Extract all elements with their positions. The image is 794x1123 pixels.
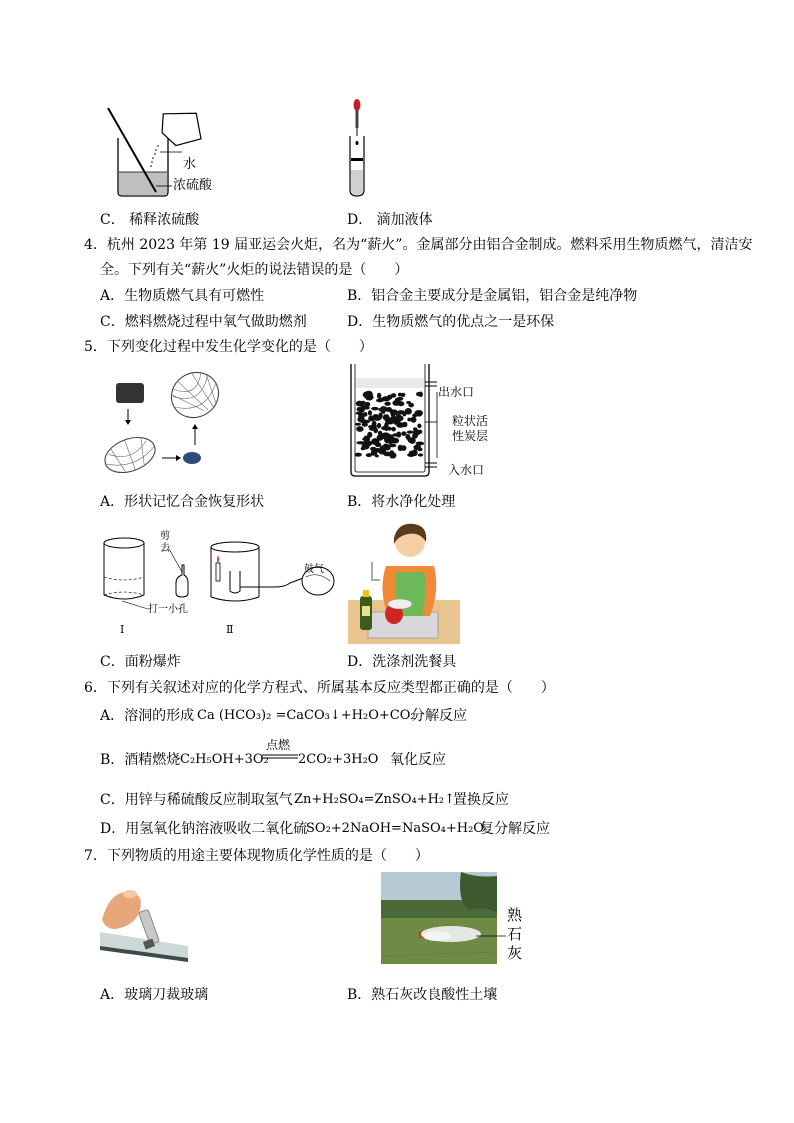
lime-leader-line — [476, 934, 506, 938]
label-water-inlet: 入水口 — [448, 463, 485, 477]
carbon-granule — [377, 423, 381, 428]
q5-option-b: B．将水净化处理 — [347, 494, 456, 510]
q6-option-a-type: 分解反应 — [411, 708, 467, 724]
label-cut-line1: 剪 — [160, 531, 170, 542]
carbon-granule — [363, 392, 371, 398]
reaction-equals-sign — [262, 754, 298, 760]
label-carbon-line1: 粒状活 — [452, 414, 489, 428]
label-small-hole: 打一小孔 — [148, 604, 188, 615]
label-cut-line2: 去 — [160, 543, 170, 554]
q5-option-c: C．面粉爆炸 — [100, 654, 181, 670]
carbon-granule — [407, 430, 414, 433]
carbon-granule — [377, 393, 381, 399]
carbon-granule — [412, 433, 418, 439]
label-lime-char1: 熟 — [507, 906, 523, 924]
carbon-granule — [417, 430, 423, 434]
label-setup-I: Ⅰ — [120, 623, 125, 636]
water-purifier-figure — [345, 362, 455, 480]
carbon-granule — [384, 425, 388, 431]
q6-option-b-eq-right: 2CO₂+3H₂O — [298, 752, 379, 767]
flour-explosion-figure — [100, 525, 340, 645]
label-concentrated-acid: 浓硫酸 — [173, 178, 213, 193]
q4-option-d: D．生物质燃气的优点之一是环保 — [347, 314, 555, 330]
carbon-granule — [362, 443, 370, 449]
q5-option-d: D．洗涤剂洗餐具 — [347, 654, 457, 670]
carbon-granule — [394, 401, 403, 406]
carbon-granule — [355, 453, 362, 457]
label-water-outlet: 出水口 — [438, 385, 475, 399]
carbon-granule — [368, 410, 372, 415]
q6-option-d-equation: SO₂+2NaOH=NaSO₄+H₂O — [306, 821, 484, 836]
q6-option-b-type: 氧化反应 — [390, 752, 446, 768]
q4-option-b: B．铝合金主要成分是金属铝，铝合金是纯净物 — [347, 288, 638, 304]
carbon-granule — [360, 405, 368, 409]
carbon-granule — [384, 402, 390, 406]
carbon-granule — [385, 420, 391, 424]
slaked-lime-field-figure — [381, 872, 497, 964]
label-lime-char3: 灰 — [507, 944, 523, 962]
carbon-granule — [371, 450, 376, 456]
carbon-granule — [373, 415, 382, 421]
carbon-granule — [372, 422, 376, 425]
q6-option-a-text: A．溶洞的形成 — [100, 708, 195, 724]
carbon-granule — [401, 393, 406, 397]
carbon-granule — [380, 445, 388, 451]
carbon-granule — [401, 431, 406, 435]
q4-stem-line1: 4．杭州 2023 年第 19 届亚运会火炬，名为“薪火”。金属部分由铝合金制成。燃料采用生物质燃气，清洁安 — [84, 237, 753, 253]
carbon-granule — [363, 412, 368, 417]
carbon-granule — [378, 408, 383, 412]
carbon-granule — [355, 423, 361, 426]
carbon-granule — [397, 410, 405, 414]
carbon-granule — [417, 424, 421, 429]
carbon-granule — [375, 442, 381, 447]
carbon-granule — [408, 438, 415, 443]
q6-option-b-text: B．酒精燃烧 — [100, 752, 181, 768]
q6-option-c-equation: Zn+H₂SO₄=ZnSO₄+H₂↑ — [294, 792, 456, 807]
q4-stem-line2: 全。下列有关“薪火”火炬的说法错误的是（ ） — [100, 262, 409, 278]
washing-dishes-figure — [348, 520, 460, 644]
carbon-granule — [394, 417, 402, 420]
carbon-granule — [415, 442, 424, 446]
carbon-granule — [369, 427, 376, 430]
label-lime-char2: 石 — [507, 925, 523, 943]
carbon-granule — [417, 448, 422, 452]
label-carbon-line2: 性炭层 — [452, 429, 489, 443]
label-blow-air: 鼓气 — [304, 564, 324, 575]
carbon-granule — [402, 422, 407, 428]
carbon-granule — [391, 438, 400, 444]
q4-option-c: C．燃料燃烧过程中氧气做助燃剂 — [100, 314, 307, 330]
q7-stem: 7．下列物质的用途主要体现物质化学性质的是（ ） — [84, 848, 429, 864]
q6-option-c-text: C．用锌与稀硫酸反应制取氢气 — [100, 792, 293, 808]
carbon-granule — [409, 451, 415, 456]
carbon-granule — [376, 399, 383, 403]
carbon-granule — [411, 417, 417, 423]
q6-option-b-condition: 点燃 — [266, 738, 291, 752]
glass-cutter-figure — [100, 880, 188, 970]
option-c-dilute-acid: C． 稀释浓硫酸 — [100, 212, 200, 228]
q7-option-a: A．玻璃刀裁玻璃 — [100, 987, 209, 1003]
q7-option-b: B．熟石灰改良酸性土壤 — [347, 987, 498, 1003]
carbon-granule — [418, 453, 423, 456]
label-setup-II: Ⅱ — [226, 623, 234, 636]
q6-option-a-equation: Ca (HCO₃)₂ =CaCO₃↓+H₂O+CO₂ — [197, 708, 416, 723]
carbon-granule — [396, 432, 401, 438]
shape-memory-alloy-figure — [100, 365, 230, 480]
dilute-acid-figure — [100, 100, 240, 200]
carbon-granule — [415, 410, 423, 416]
dropper-figure — [345, 96, 375, 200]
q5-option-a: A．形状记忆合金恢复形状 — [100, 494, 265, 510]
label-water: 水 — [183, 157, 197, 172]
q6-option-d-type: 复分解反应 — [480, 821, 550, 837]
carbon-granule — [390, 409, 398, 415]
q5-stem: 5．下列变化过程中发生化学变化的是（ ） — [84, 339, 373, 355]
carbon-granule — [361, 420, 369, 423]
q6-option-d-text: D．用氢氧化钠溶液吸收二氧化硫 — [100, 821, 308, 837]
carbon-granule — [375, 454, 379, 457]
option-d-drop-liquid: D． 滴加液体 — [347, 212, 433, 228]
carbon-granule — [418, 392, 422, 398]
q6-option-c-type: 置换反应 — [453, 792, 509, 808]
q6-option-b-eq-left: C₂H₅OH+3O₂ — [180, 752, 269, 767]
carbon-granule — [391, 427, 396, 432]
carbon-granule — [371, 407, 379, 411]
carbon-granule — [356, 426, 364, 432]
carbon-granule — [377, 435, 384, 441]
carbon-granule — [405, 408, 412, 415]
q6-stem: 6．下列有关叙述对应的化学方程式、所属基本反应类型都正确的是（ ） — [84, 680, 555, 696]
carbon-granule — [401, 445, 407, 451]
carbon-granule — [390, 450, 394, 454]
q4-option-a: A．生物质燃气具有可燃性 — [100, 288, 265, 304]
carbon-granule — [408, 403, 414, 408]
